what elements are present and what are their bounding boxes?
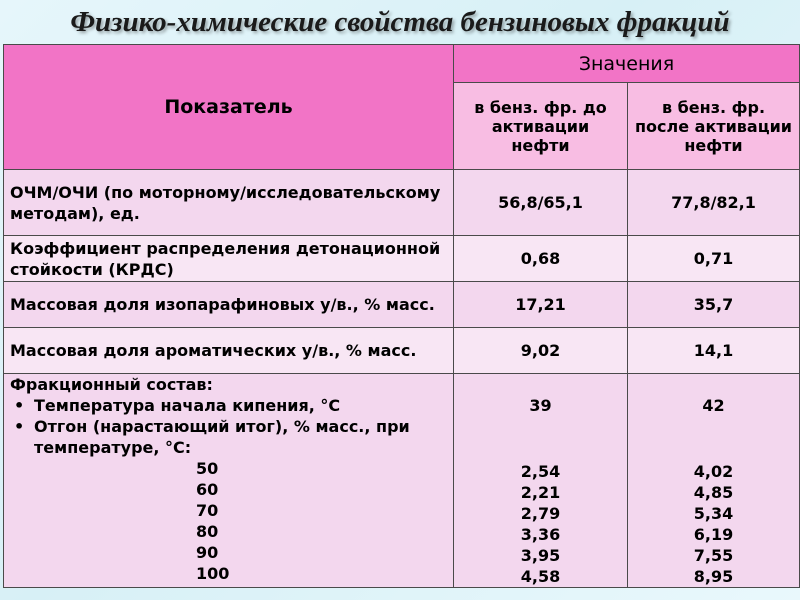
distillate-before: 3,95 — [520, 546, 561, 565]
fraction-after-cell — [628, 374, 800, 588]
header-parameter: Показатель — [4, 45, 454, 170]
table-row-fraction — [4, 374, 800, 588]
distillate-before: 2,54 — [520, 462, 561, 481]
row-label: Массовая доля ароматических у/в., % масс. — [4, 328, 454, 374]
temperature-item: 90 — [196, 543, 219, 562]
fraction-label: Фракционный состав: — [10, 375, 213, 394]
distillate-after: 7,55 — [693, 546, 734, 565]
fraction-cell — [4, 374, 454, 588]
table-row — [4, 170, 800, 236]
value-after: 35,7 — [628, 282, 800, 328]
table-row — [4, 328, 800, 374]
row-label: Коэффициент распределения детонационной стойкости (КРДС) — [4, 236, 454, 282]
distillate-after: 8,95 — [693, 567, 734, 586]
distillate-after: 6,19 — [693, 525, 734, 544]
bullet-ibp: • Температура начала кипения, °С — [10, 395, 447, 416]
value-after: 14,1 — [628, 328, 800, 374]
row-label: Массовая доля изопарафиновых у/в., % масс. — [4, 282, 454, 328]
distillate-after: 4,85 — [693, 483, 734, 502]
temperature-item: 70 — [196, 501, 219, 520]
distillate-before: 4,58 — [520, 567, 561, 586]
slide-title: Физико-химические свойства бензиновых фракций — [70, 6, 730, 38]
temperature-item: 100 — [196, 564, 230, 583]
distillate-after: 5,34 — [693, 504, 734, 523]
value-before: 56,8/65,1 — [454, 170, 628, 236]
temperature-item: 80 — [196, 522, 219, 541]
table-row — [4, 236, 800, 282]
temperature-list — [10, 458, 447, 584]
value-after: 0,71 — [628, 236, 800, 282]
distillate-after: 4,02 — [693, 462, 734, 481]
ibp-after: 42 — [702, 396, 725, 415]
distillate-before: 2,79 — [520, 504, 561, 523]
value-before: 0,68 — [454, 236, 628, 282]
distillate-before: 2,21 — [520, 483, 561, 502]
fraction-before-cell — [454, 374, 628, 588]
row-label: ОЧМ/ОЧИ (по моторному/исследовательскому методам), ед. — [4, 170, 454, 236]
properties-table — [3, 44, 800, 588]
ibp-before: 39 — [529, 396, 552, 415]
value-before: 17,21 — [454, 282, 628, 328]
value-before: 9,02 — [454, 328, 628, 374]
temperature-item: 50 — [196, 459, 219, 478]
table-row — [4, 282, 800, 328]
header-before-activation: в бенз. фр. до активации нефти — [454, 83, 628, 170]
temperature-item: 60 — [196, 480, 219, 499]
header-values: Значения — [454, 45, 800, 83]
header-after-activation: в бенз. фр. после активации нефти — [628, 83, 800, 170]
value-after: 77,8/82,1 — [628, 170, 800, 236]
distillate-before: 3,36 — [520, 525, 561, 544]
bullet-distillate: • Отгон (нарастающий итог), % масс., при температуре, °С: — [10, 416, 447, 458]
